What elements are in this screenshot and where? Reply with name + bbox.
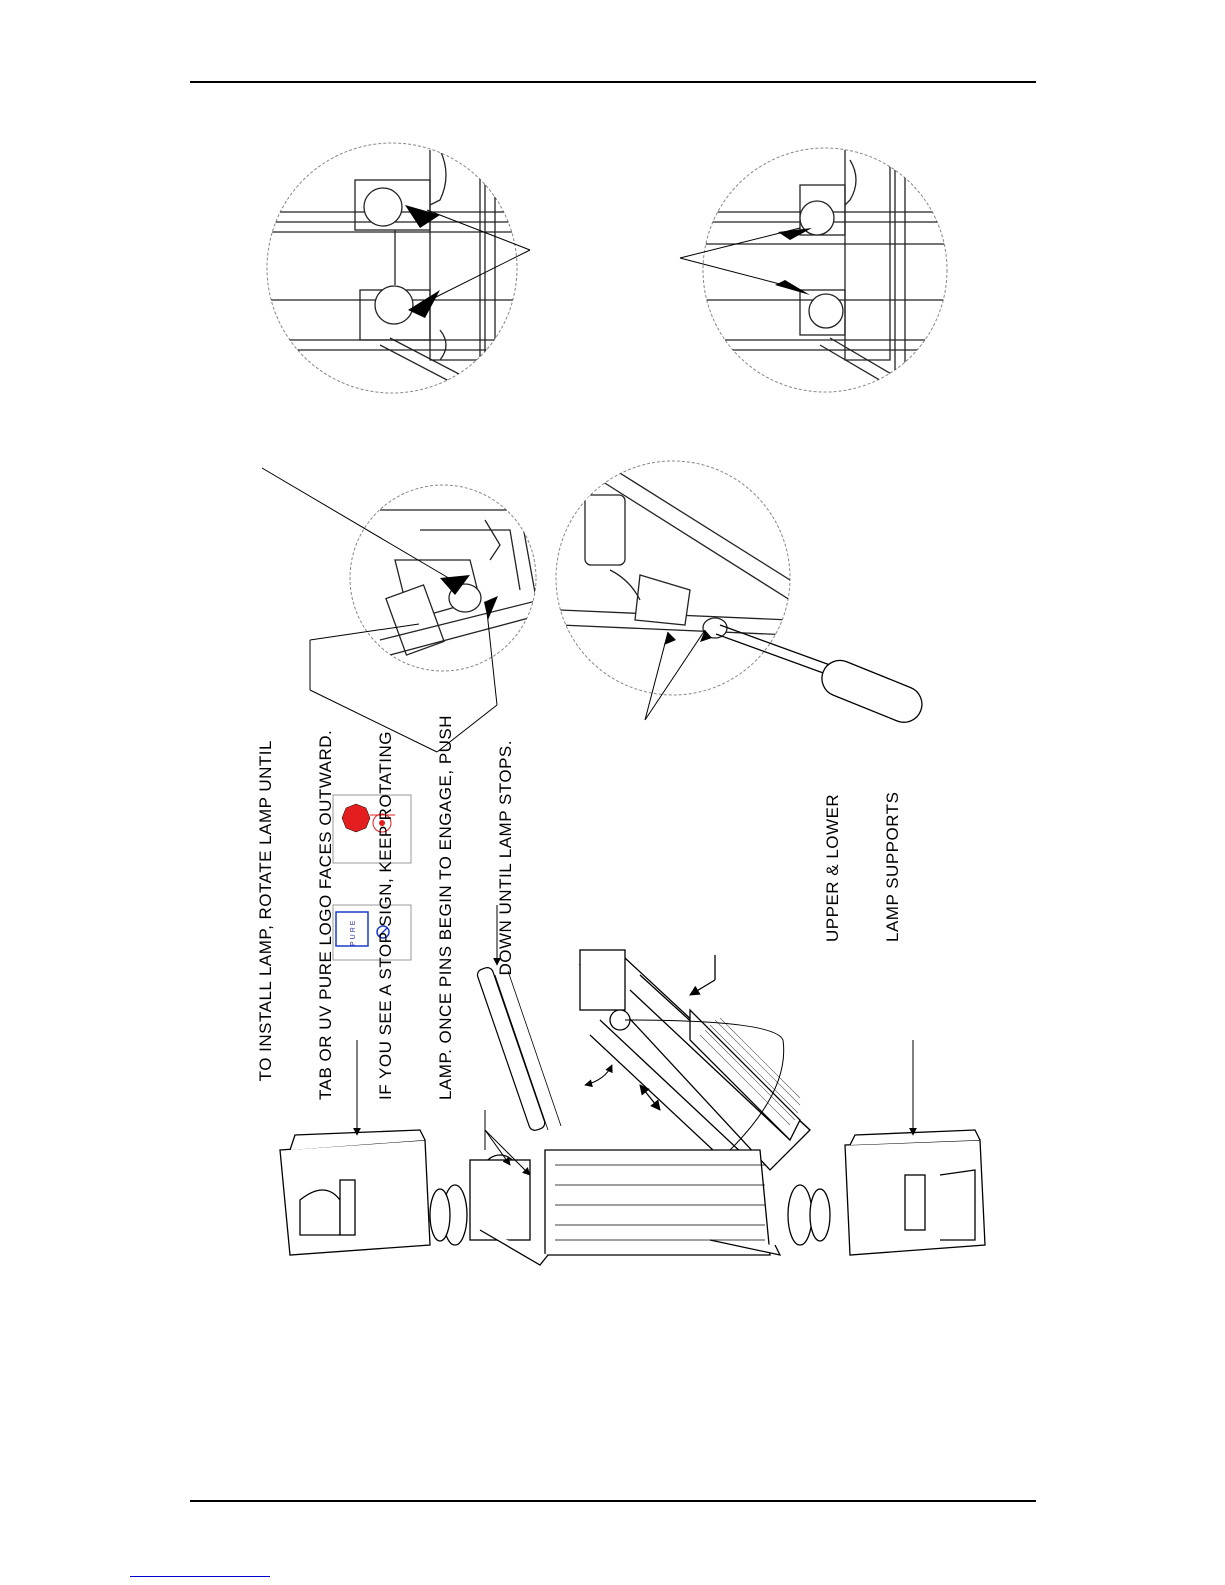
installation-instruction-text <box>216 714 536 1100</box>
pure-logo-text: PURE <box>350 918 357 946</box>
lamp-supports-label <box>783 792 923 942</box>
right-end-cap <box>845 1040 985 1255</box>
detail-view-lamp-rotate <box>262 468 540 752</box>
instruction-line: TAB OR UV PURE LOGO FACES OUTWARD. <box>316 729 335 1100</box>
detail-view-lamp-pins-left <box>260 143 530 393</box>
detail-view-lamp-pins-right <box>680 148 950 392</box>
lamp-module-housing <box>580 950 810 1180</box>
instruction-line: TO INSTALL LAMP, ROTATE LAMP UNTIL <box>256 740 275 1082</box>
supports-label-line: UPPER & LOWER <box>823 793 842 942</box>
instruction-line: IF YOU SEE A STOP SIGN, KEEP ROTATING <box>376 731 395 1100</box>
instruction-line: LAMP. ONCE PINS BEGIN TO ENGAGE, PUSH <box>436 714 455 1100</box>
instruction-line: DOWN UNTIL LAMP STOPS. <box>496 740 515 976</box>
detail-view-screwdriver <box>556 461 927 728</box>
supports-label-line: LAMP SUPPORTS <box>883 791 902 942</box>
